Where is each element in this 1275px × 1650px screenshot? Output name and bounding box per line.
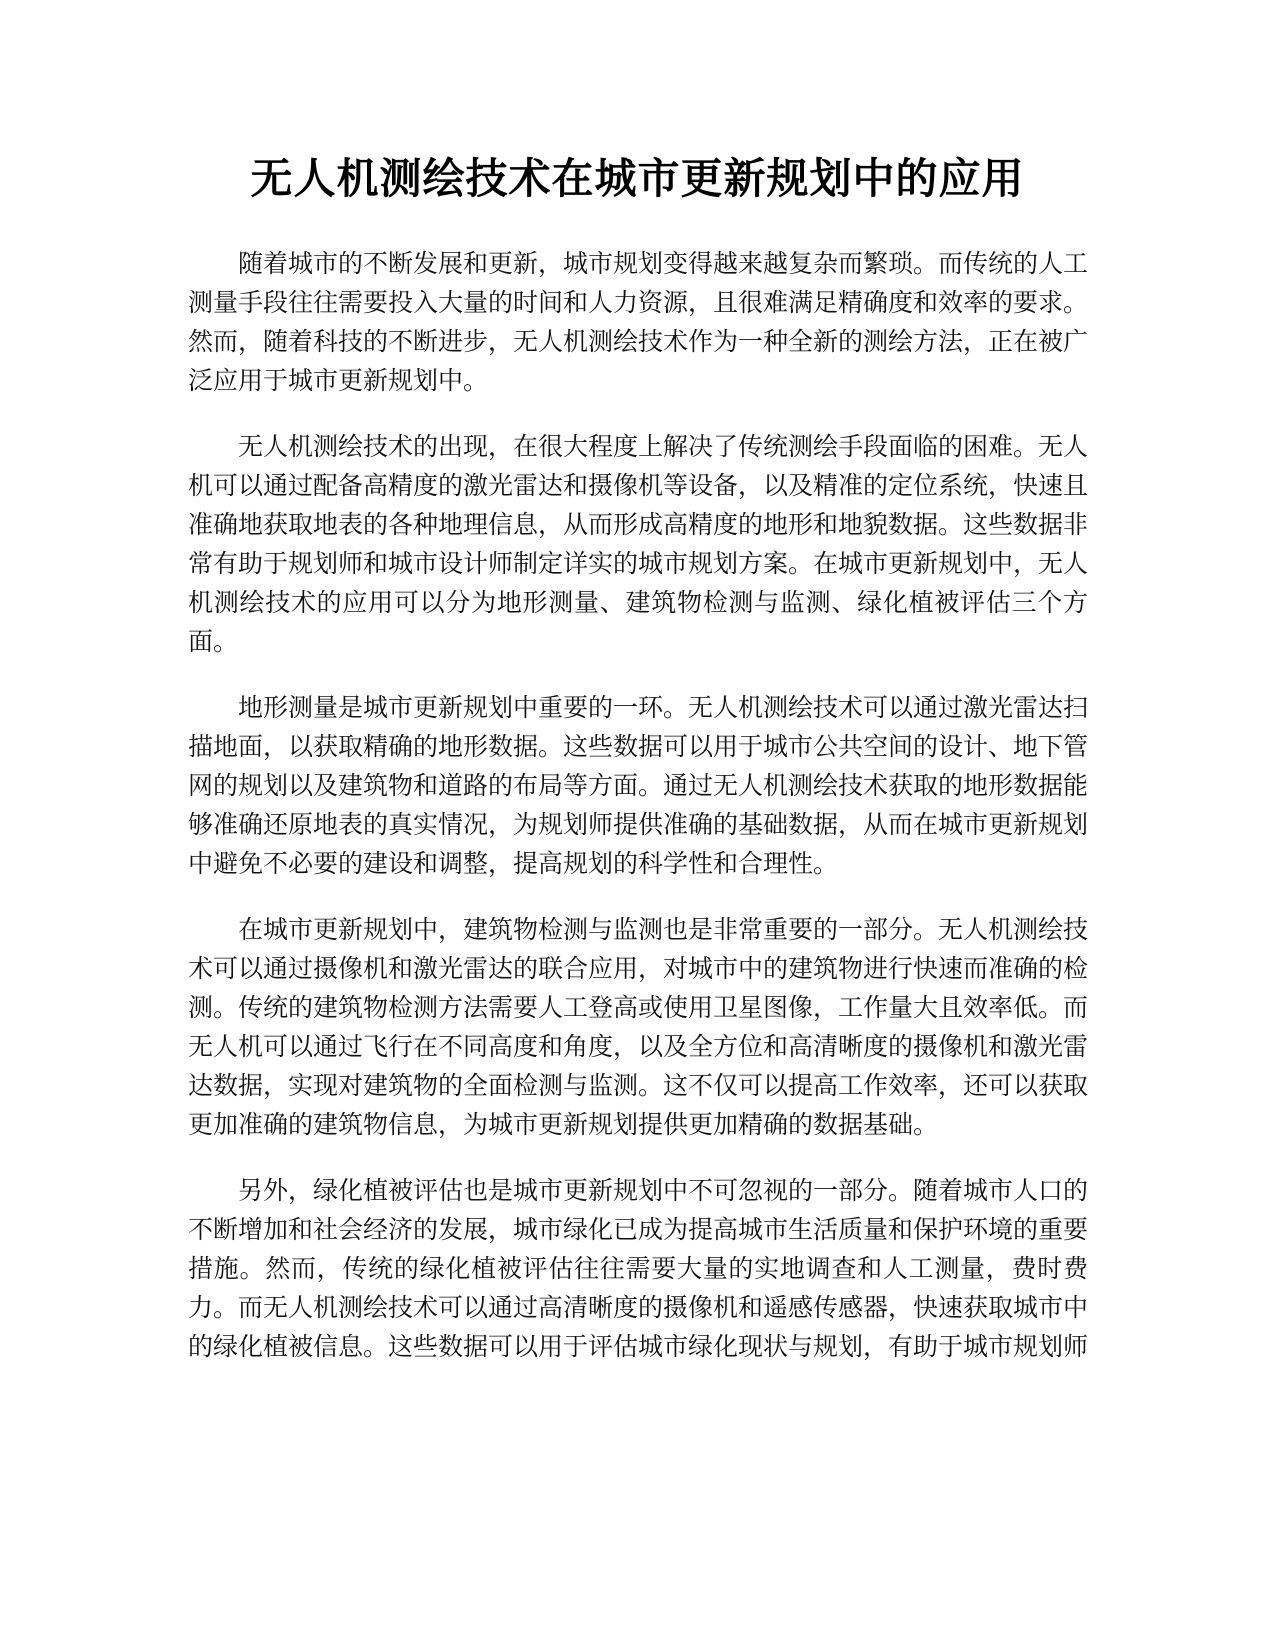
document-body: [188, 244, 1088, 1393]
paragraph-vegetation-assessment: 另外，绿化植被评估也是城市更新规划中不可忽视的一部分。随着城市人口的不断增加和社会经济的发展，城市绿化已成为提高城市生活质量和保护环境的重要措施。然而，传统的绿化植被评估往往需要大量的实地调查和人工测量，费时费力。而无人机测绘技术可以通过高清晰度的摄像机和遥感传感器，快速获取城市中的绿化植被信息。这些数据可以用于评估城市绿化现状与规划，有助于城市规划师: [188, 1176, 1089, 1361]
paragraph-intro: 随着城市的不断发展和更新，城市规划变得越来越复杂而繁琐。而传统的人工测量手段往往需要投入大量的时间和人力资源，且很难满足精确度和效率的要求。然而，随着科技的不断进步，无人机测绘技术作为一种全新的测绘方法，正在被广泛应用于城市更新规划中。: [188, 249, 1089, 395]
paragraph-terrain-survey: 地形测量是城市更新规划中重要的一环。无人机测绘技术可以通过激光雷达扫描地面，以获取精确的地形数据。这些数据可以用于城市公共空间的设计、地下管网的规划以及建筑物和道路的布局等方面。通过无人机测绘技术获取的地形数据能够准确还原地表的真实情况，为规划师提供准确的基础数据，从而在城市更新规划中避免不必要的建设和调整，提高规划的科学性和合理性。: [188, 693, 1089, 878]
document-title: 无人机测绘技术在城市更新规划中的应用: [250, 154, 1025, 203]
paragraph-building-inspection: 在城市更新规划中，建筑物检测与监测也是非常重要的一部分。无人机测绘技术可以通过摄像机和激光雷达的联合应用，对城市中的建筑物进行快速而准确的检测。传统的建筑物检测方法需要人工登高或使用卫星图像，工作量大且效率低。而无人机可以通过飞行在不同高度和角度，以及全方位和高清晰度的摄像机和激光雷达数据，实现对建筑物的全面检测与监测。这不仅可以提高工作效率，还可以获取更加准确的建筑物信息，为城市更新规划提供更加精确的数据基础。: [188, 915, 1089, 1139]
paragraph-technology-overview: 无人机测绘技术的出现，在很大程度上解决了传统测绘手段面临的困难。无人机可以通过配备高精度的激光雷达和摄像机等设备，以及精准的定位系统，快速且准确地获取地表的各种地理信息，从而形成高精度的地形和地貌数据。这些数据非常有助于规划师和城市设计师制定详实的城市规划方案。在城市更新规划中，无人机测绘技术的应用可以分为地形测量、建筑物检测与监测、绿化植被评估三个方面。: [188, 432, 1089, 656]
